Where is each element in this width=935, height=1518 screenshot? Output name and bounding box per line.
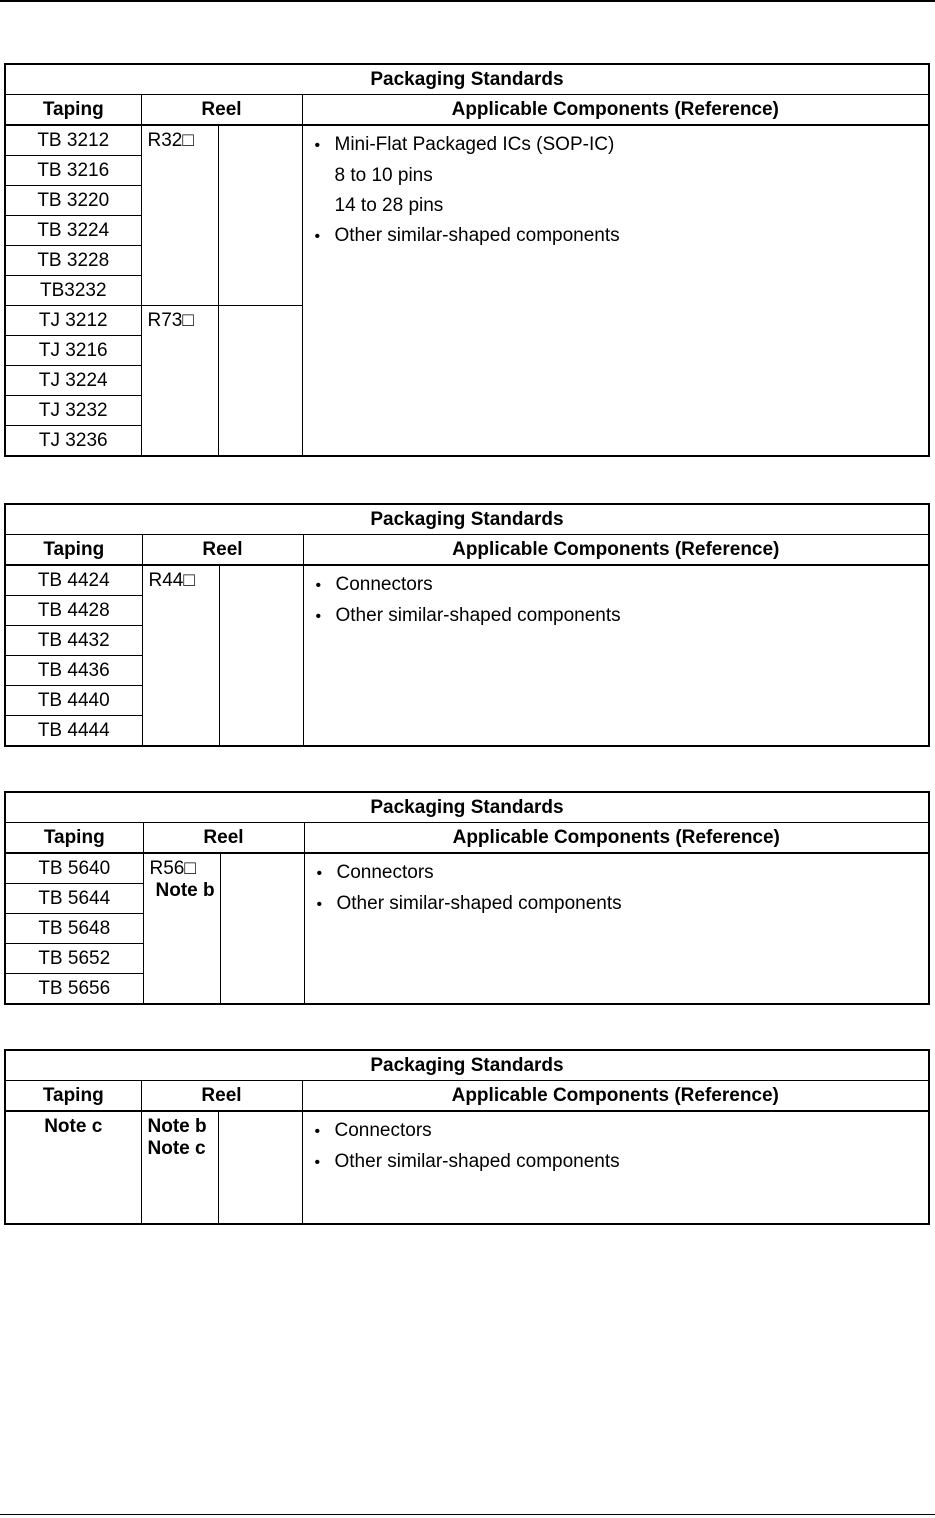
taping-cell: TB 5648: [5, 914, 143, 944]
header-row: [5, 95, 929, 126]
taping-cell: TB 5640: [5, 853, 143, 884]
packaging-table: [4, 791, 930, 1005]
reel-label: Note b: [147, 1116, 207, 1137]
packaging-table: [4, 63, 930, 457]
reel-label: Note b: [155, 880, 215, 901]
taping-cell: TJ 3216: [5, 336, 141, 366]
reel-label: R44□: [148, 570, 195, 591]
reel-cell: [141, 1111, 218, 1224]
taping-cell: TB 4444: [5, 716, 142, 747]
taping-cell: TB 4424: [5, 565, 142, 596]
table-row: [5, 853, 929, 884]
taping-cell: TB 3212: [5, 125, 141, 156]
taping-cell: TB 4440: [5, 686, 142, 716]
header-reel: Reel: [143, 823, 304, 854]
header-taping: Taping: [5, 535, 142, 566]
reel-blank-cell: [218, 1111, 302, 1224]
bullet-item: • Other similar-shaped components: [315, 221, 929, 252]
header-row: [5, 535, 929, 566]
taping-cell: TJ 3232: [5, 396, 141, 426]
taping-cell: TB 4432: [5, 626, 142, 656]
taping-cell: TB 3216: [5, 156, 141, 186]
header-reel: Reel: [142, 535, 303, 566]
taping-cell: TB 5656: [5, 974, 143, 1005]
bullet-item: • Other similar-shaped components: [317, 889, 929, 920]
taping-cell: TJ 3236: [5, 426, 141, 457]
taping-cell: TB 4428: [5, 596, 142, 626]
bullet-item: • Other similar-shaped components: [315, 1147, 929, 1178]
header-components: Applicable Components (Reference): [304, 823, 929, 854]
bullet-item: • Connectors: [317, 858, 929, 889]
table-title: Packaging Standards: [5, 1050, 929, 1081]
header-row: [5, 1081, 929, 1112]
reel-blank-cell: [220, 853, 304, 1004]
packaging-table: [4, 503, 930, 747]
reel-cell: [142, 565, 219, 746]
reel-blank-cell: [219, 565, 303, 746]
header-taping: Taping: [5, 1081, 141, 1112]
components-cell: [302, 1111, 929, 1224]
table-row: [5, 565, 929, 596]
title-row: [5, 64, 929, 95]
taping-cell: TB3232: [5, 276, 141, 306]
bullet-item: • Connectors: [315, 1116, 929, 1147]
taping-cell: TB 4436: [5, 656, 142, 686]
bullet-item: • Connectors: [316, 570, 929, 601]
taping-cell: TB 5644: [5, 884, 143, 914]
taping-cell: Note c: [5, 1111, 141, 1224]
reel-cell: [143, 853, 220, 1004]
components-cell: [304, 853, 929, 1004]
title-row: [5, 792, 929, 823]
taping-cell: TJ 3224: [5, 366, 141, 396]
bullet-item: • Mini-Flat Packaged ICs (SOP-IC): [315, 130, 929, 161]
components-cell: [302, 125, 929, 456]
header-reel: Reel: [141, 1081, 302, 1112]
header-components: Applicable Components (Reference): [302, 95, 929, 126]
table-title: Packaging Standards: [5, 792, 929, 823]
reel-cell: [141, 306, 218, 457]
title-row: [5, 1050, 929, 1081]
header-components: Applicable Components (Reference): [303, 535, 929, 566]
header-reel: Reel: [141, 95, 302, 126]
taping-cell: TJ 3212: [5, 306, 141, 336]
taping-cell: TB 3228: [5, 246, 141, 276]
top-rule: [0, 0, 935, 2]
components-cell: [303, 565, 929, 746]
table-row: [5, 1111, 929, 1224]
reel-cell: [141, 125, 218, 306]
table-title: Packaging Standards: [5, 64, 929, 95]
bottom-rule: [0, 1514, 935, 1515]
header-row: [5, 823, 929, 854]
reel-blank-cell: [218, 125, 302, 306]
reel-label: Note c: [147, 1138, 206, 1159]
header-taping: Taping: [5, 95, 141, 126]
bullet-item: • Other similar-shaped components: [316, 601, 929, 632]
taping-cell: TB 3220: [5, 186, 141, 216]
reel-blank-cell: [218, 306, 302, 457]
reel-label: R56□: [149, 858, 196, 879]
title-row: [5, 504, 929, 535]
taping-cell: TB 3224: [5, 216, 141, 246]
packaging-table: [4, 1049, 930, 1225]
sub-item: 14 to 28 pins: [334, 195, 444, 216]
reel-label: R73□: [147, 310, 194, 331]
taping-cell: TB 5652: [5, 944, 143, 974]
header-components: Applicable Components (Reference): [302, 1081, 929, 1112]
table-row: [5, 125, 929, 156]
sub-item: 8 to 10 pins: [334, 165, 433, 186]
reel-label: R32□: [147, 130, 194, 151]
table-title: Packaging Standards: [5, 504, 929, 535]
header-taping: Taping: [5, 823, 143, 854]
